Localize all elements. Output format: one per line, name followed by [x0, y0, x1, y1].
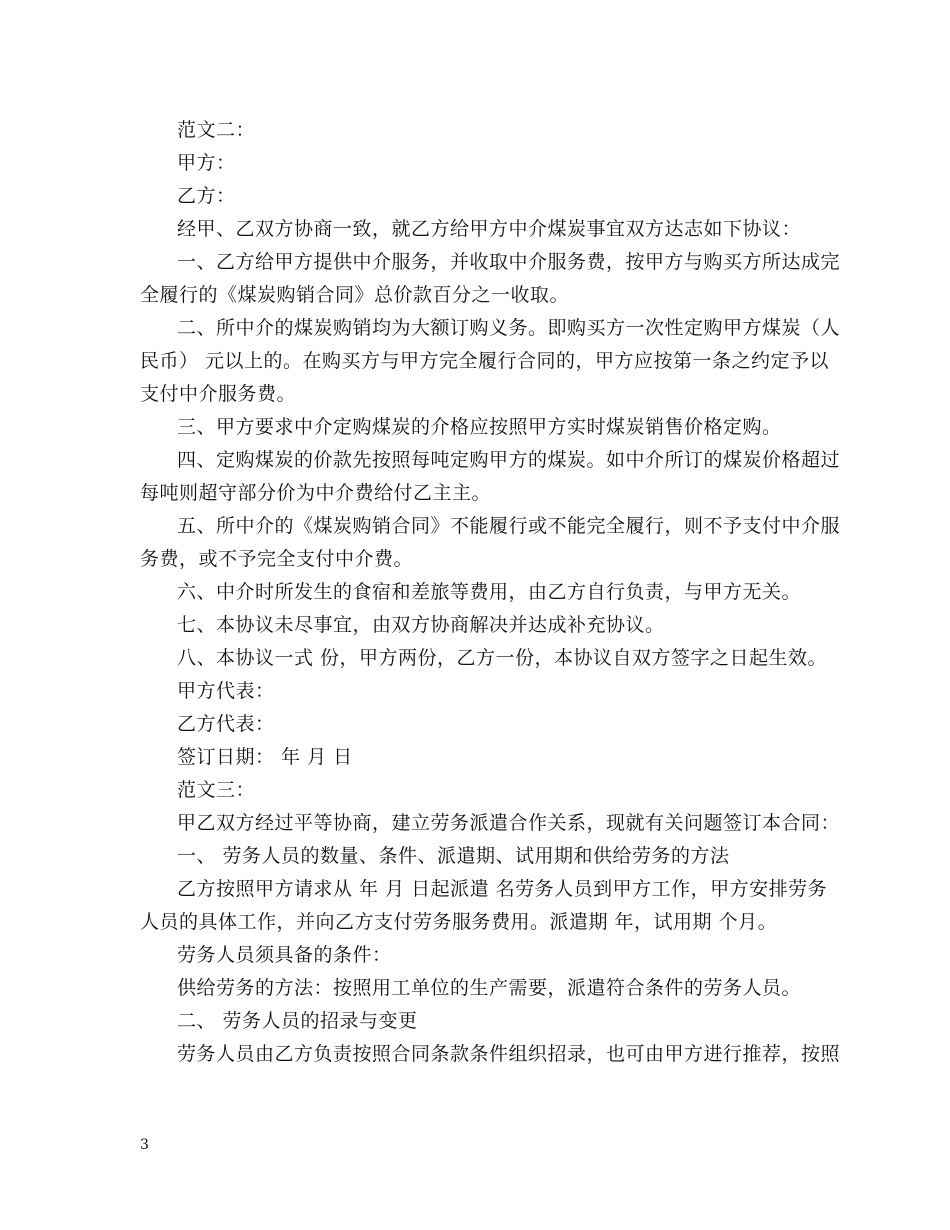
clause-line: 六、中介时所发生的食宿和差旅等费用，由乙方自行负责，与甲方无关。 [177, 581, 802, 603]
signing-date: 签订日期： 年 月 日 [177, 746, 353, 768]
clause-line: 支付中介服务费。 [140, 383, 297, 405]
section-heading: 范文三： [177, 779, 256, 801]
clause-line: 八、本协议一式 份，甲方两份，乙方一份，本协议自双方签字之日起生效。 [177, 647, 828, 669]
agreement-intro: 经甲、乙双方协商一致，就乙方给甲方中介煤炭事宜双方达志如下协议： [177, 218, 802, 240]
subheading: 二、 劳务人员的招录与变更 [177, 1010, 418, 1032]
party-b-label: 乙方： [177, 185, 236, 207]
clause-line: 全履行的《煤炭购销合同》总价款百分之一收取。 [140, 284, 570, 306]
clause-line: 劳务人员须具备的条件： [177, 944, 392, 966]
clause-line: 务费，或不予完全支付中介费。 [140, 548, 414, 570]
section-heading: 范文二： [177, 119, 256, 141]
document-body [140, 114, 841, 1071]
page-number: 3 [140, 1137, 149, 1153]
clause-line: 乙方按照甲方请求从 年 月 日起派遣 名劳务人员到甲方工作，甲方安排劳务 [177, 878, 828, 900]
party-a-representative: 甲方代表： [177, 680, 275, 702]
subheading: 一、 劳务人员的数量、条件、派遣期、试用期和供给劳务的方法 [177, 845, 730, 867]
clause-line: 民币） 元以上的。在购买方与甲方完全履行合同的，甲方应按第一条之约定予以 [140, 350, 830, 372]
clause-line: 三、甲方要求中介定购煤炭的介格应按照甲方实时煤炭销售价格定购。 [177, 416, 782, 438]
party-b-representative: 乙方代表： [177, 713, 275, 735]
contract-intro: 甲乙双方经过平等协商，建立劳务派遣合作关系，现就有关问题签订本合同： [177, 812, 841, 834]
clause-line: 一、乙方给甲方提供中介服务，并收取中介服务费，按甲方与购买方所达成完 [177, 251, 841, 273]
clause-line: 七、本协议未尽事宜，由双方协商解决并达成补充协议。 [177, 614, 665, 636]
clause-line: 每吨则超守部分价为中介费给付乙主主。 [140, 482, 492, 504]
clause-line: 二、所中介的煤炭购销均为大额订购义务。即购买方一次性定购甲方煤炭（人 [177, 317, 841, 339]
clause-line: 供给劳务的方法：按照用工单位的生产需要，派遣符合条件的劳务人员。 [177, 977, 802, 999]
clause-line: 五、所中介的《煤炭购销合同》不能履行或不能完全履行，则不予支付中介服 [177, 515, 841, 537]
clause-line: 劳务人员由乙方负责按照合同条款条件组织招录，也可由甲方进行推荐，按照 [177, 1043, 841, 1065]
clause-line: 四、定购煤炭的价款先按照每吨定购甲方的煤炭。如中介所订的煤炭价格超过 [177, 449, 841, 471]
party-a-label: 甲方： [177, 152, 236, 174]
clause-line: 人员的具体工作，并向乙方支付劳务服务费用。派遣期 年，试用期 个月。 [140, 911, 778, 933]
